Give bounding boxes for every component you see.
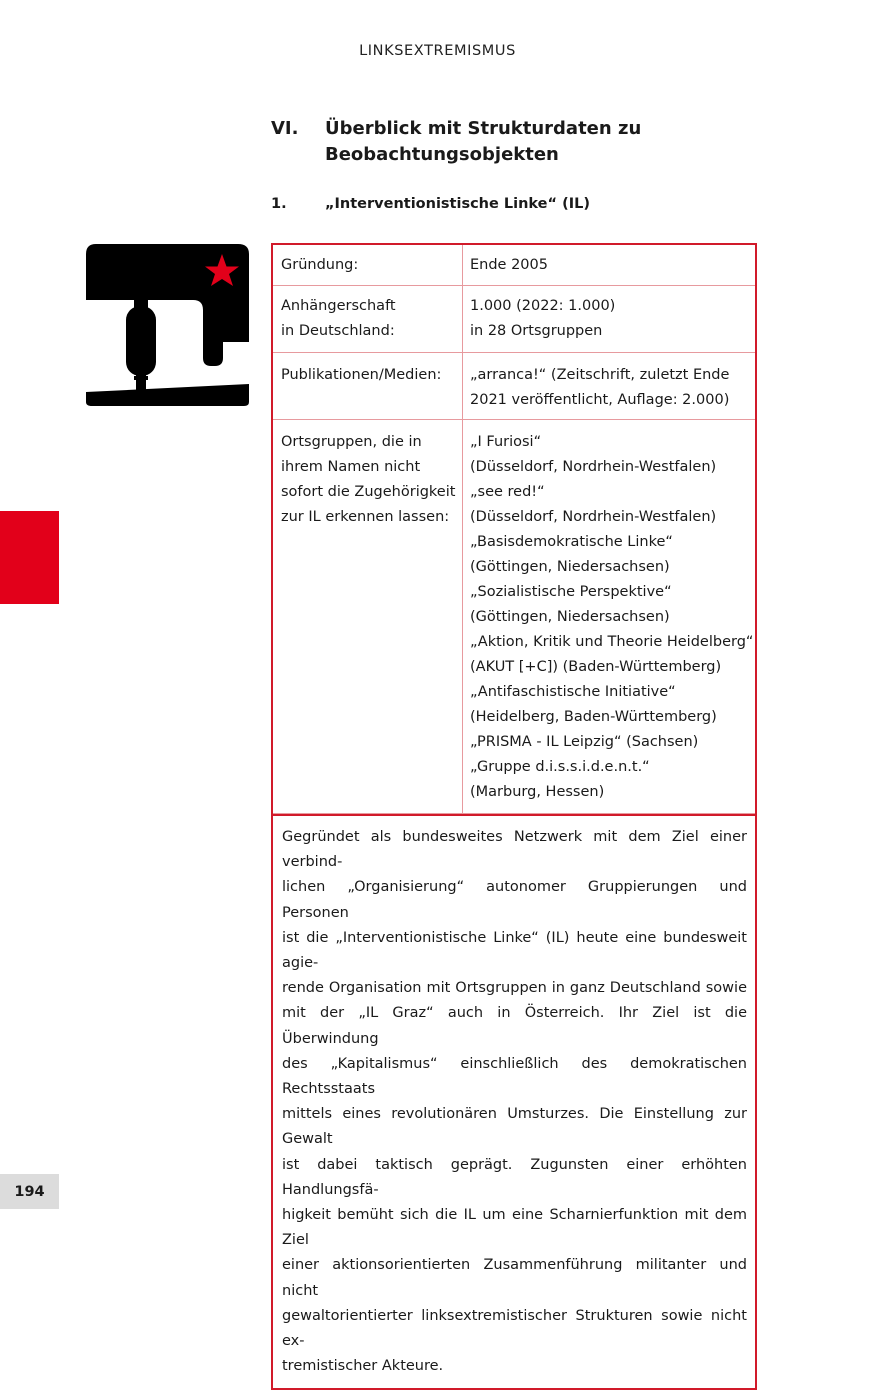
table-row bbox=[273, 245, 755, 286]
value-text: „Basisdemokratische Linke“ bbox=[470, 534, 673, 550]
value-text: Ende 2005 bbox=[470, 257, 548, 273]
description-line: lichen „Organisierung“ autonomer Gruppierungen und Personen bbox=[282, 879, 747, 921]
description-cell bbox=[273, 814, 755, 1388]
value-text: „see red!“ bbox=[470, 484, 545, 500]
running-head: LINKSEXTREMISMUS bbox=[359, 43, 516, 59]
description-line: rende Organisation mit Ortsgruppen in ganz Deutschland sowie bbox=[282, 980, 747, 997]
table-row bbox=[273, 286, 755, 353]
label-cell bbox=[273, 245, 463, 285]
value-text: 2021 veröffentlicht, Auflage: 2.000) bbox=[470, 392, 730, 408]
value-text: „Sozialistische Perspektive“ bbox=[470, 584, 672, 600]
value-cell bbox=[463, 286, 755, 352]
value-cell bbox=[463, 245, 755, 285]
value-text: „Gruppe d.i.s.s.i.d.e.n.t.“ bbox=[470, 759, 650, 775]
value-text: (Düsseldorf, Nordrhein-Westfalen) bbox=[470, 509, 717, 525]
chapter-marker-tab bbox=[0, 511, 59, 604]
description-line: mit der „IL Graz“ auch in Österreich. Ihr Ziel ist die Überwindung bbox=[282, 1005, 747, 1047]
chapter-title-line: Überblick mit Strukturdaten zu bbox=[325, 118, 642, 139]
label-cell bbox=[273, 286, 463, 352]
description-line: einer aktionsorientierten Zusammenführung militanter und nicht bbox=[282, 1257, 747, 1299]
value-cell bbox=[463, 420, 759, 813]
description-line: higkeit bemüht sich die IL um eine Scharnierfunktion mit dem Ziel bbox=[282, 1207, 747, 1249]
value-text: 1.000 (2022: 1.000) bbox=[470, 298, 616, 314]
value-text: (Heidelberg, Baden-Württemberg) bbox=[470, 709, 717, 725]
description-line: tremistischer Akteure. bbox=[282, 1358, 444, 1375]
value-text: „Antifaschistische Initiative“ bbox=[470, 684, 676, 700]
section-title: „Interventionistische Linke“ (IL) bbox=[325, 196, 590, 212]
table-row bbox=[273, 420, 755, 814]
table-row bbox=[273, 353, 755, 420]
value-text: „I Furiosi“ bbox=[470, 434, 542, 450]
page-number: 194 bbox=[0, 1174, 59, 1209]
value-text: (Düsseldorf, Nordrhein-Westfalen) bbox=[470, 459, 717, 475]
value-text: (AKUT [+C]) (Baden-Württemberg) bbox=[470, 659, 722, 675]
label-cell bbox=[273, 353, 463, 419]
description-line: des „Kapitalismus“ einschließlich des demokratischen Rechtsstaats bbox=[282, 1055, 747, 1098]
label-text: zur IL erkennen lassen: bbox=[281, 509, 450, 525]
chapter-title-line: Beobachtungsobjekten bbox=[325, 144, 559, 165]
description-line: ist die „Interventionistische Linke“ (IL) heute eine bundesweit agie- bbox=[282, 929, 747, 972]
label-text: Ortsgruppen, die in bbox=[281, 434, 422, 450]
label-cell bbox=[273, 420, 463, 813]
description-line: Gegründet als bundesweites Netzwerk mit dem Ziel einer verbind- bbox=[282, 829, 747, 871]
label-text: Gründung: bbox=[281, 257, 359, 273]
value-text: (Göttingen, Niedersachsen) bbox=[470, 609, 670, 625]
label-text: Publikationen/Medien: bbox=[281, 367, 442, 383]
value-text: „PRISMA - IL Leipzig“ (Sachsen) bbox=[470, 734, 699, 750]
value-text: „arranca!“ (Zeitschrift, zuletzt Ende bbox=[470, 367, 730, 383]
description-line: ist dabei taktisch geprägt. Zugunsten einer erhöhten Handlungsfä- bbox=[282, 1156, 747, 1198]
label-text: sofort die Zugehörigkeit bbox=[281, 484, 456, 500]
section-number: 1. bbox=[271, 196, 287, 212]
value-text: „Aktion, Kritik und Theorie Heidelberg“ bbox=[470, 634, 754, 650]
description-line: gewaltorientierter linksextremistischer Strukturen sowie nicht ex- bbox=[282, 1307, 747, 1350]
label-text: in Deutschland: bbox=[281, 323, 395, 339]
description-line: mittels eines revolutionären Umsturzes. Die Einstellung zur Gewalt bbox=[282, 1106, 747, 1148]
value-text: (Marburg, Hessen) bbox=[470, 784, 605, 800]
label-text: Anhängerschaft bbox=[281, 298, 396, 314]
chapter-title bbox=[325, 116, 715, 168]
value-text: in 28 Ortsgruppen bbox=[470, 323, 603, 339]
il-logo-icon bbox=[86, 244, 249, 408]
chapter-number: VI. bbox=[271, 118, 299, 139]
value-cell bbox=[463, 353, 755, 419]
value-text: (Göttingen, Niedersachsen) bbox=[470, 559, 670, 575]
label-text: ihrem Namen nicht bbox=[281, 459, 421, 475]
info-table bbox=[271, 243, 757, 1390]
